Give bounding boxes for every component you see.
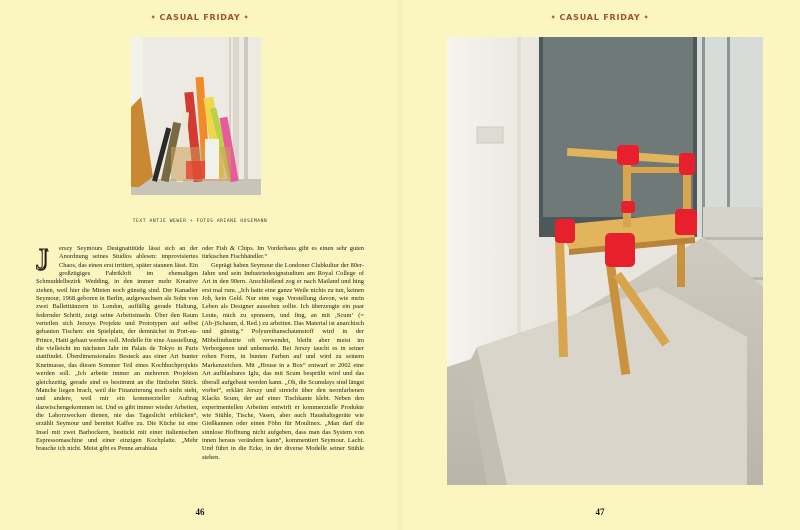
paragraph: erszy Seymours Designattitüde lässt sich an der Anordnung seines Studios ablesen: improvisiertes Chaos, das einen erst irritiert, später staunen lässt. Ein großzügiges Fabrikloft im ehemaligen Schmuddelbezirk Wedding, in den immer mehr Kreative ziehen, weil hier die Mieten noch günstig sind. Der Kanadier Seymour, 1968 geboren in Berlin, aufgewachsen als Sohn von zwei Balletttänzern in London, auffällig gerade Haltung, federnder Schritt, zeigt seine Arbeitsinseln. Über den Raum verteilen sich Jerszys Projekte und Prototypen auf selbst gebauten Tischen: ein Spielplatz, der demnächst in Port-au-Prince, Haiti gebaut werden soll. Modelle für eine Ausstellung, die vielleicht im nächsten Jahr im Palais de Tokyo in Paris stattfindet. Überdimensionales Besteck aus einer Art bunter Knetmasse, das diesen Sommer Teil eines Kochbuchprojekts werden soll. „Ich arbeite immer an mehreren Projekten gleichzeitig, gerade sind es bestimmt an die fünfzehn Stück. Manche liegen brach, weil die Finanzierung noch nicht steht, und andere, weil mir ein kommerzieller Auftrag dazwischengekommen ist. Und es gibt immer wieder Arbeiten, die Laborzwecken dienen, nie das Tageslicht erblicken“, erzählt Seymour und bereitet Kaffee zu. Die Küche ist eine Insel mit zwei Barhockern, bestückt mit einer italienischen Espressomaschine und einer einzigen Kochplatte. „Mehr brauche ich nicht. Meist gibt es Penne arrabiata (36, 245, 198, 453)
studio-photo (131, 37, 261, 195)
drop-cap: J (36, 241, 49, 276)
paragraph: oder Fish & Chips. Im Vorderhaus gibt es einen sehr guten türkischen Fischhändler.“ (202, 245, 364, 261)
article-column-2 (202, 245, 364, 462)
chair-photo (447, 37, 763, 485)
page-number-left: 46 (195, 507, 205, 517)
paragraph: Geprägt haben Seymour die Londoner Clubkultur der 80er-Jahre und sein Industriedesignstudium am Royal College of Art in den 90ern. Anschließend zog er nach Mailand und hing erst mal rum. „Ich hatte eine ganze Weile nichts zu tun, keinen Job, kein Geld. Nur eine vage Vorstellung davon, wie mein Leben als Designer aussehen sollte. Ich überzeugte ein paar Leute, mich zu sponsern, und fing, an mit ‚Scum‘ (= (Ab-)Schaum, d. Red.) zu arbeiten. Das Material ist anarchisch und günstig.“ Polyurethanschaumstoff wird in der Möbelindustrie oft verwendet, bleibt aber meist im Verborgenen und unbemerkt. Bei Jerszy taucht es in seiner rohen Form, in bunten Farben auf und wird zu seinem Markenzeichen. Mit „House in a Box“ entwarf er 2002 eine Art aufblasbares Iglu, das mit Scum besprüht wird und das überall aufgebaut werden kann. „Oh, die Scumdays sind längst vorbei“, erklärt Jerszy und streicht über den neonfarbenen Klacks Scum, der auf einer Tischkante klebt. Neben den experimentellen Arbeiten entwirft er kommerzielle Produkte wie Stühle, Tische, Vasen, aber auch Haushaltsgeräte wie Gießkannen oder einen Föhn für Moulinex. „Man darf die sinnlose Hoffnung nicht aufgeben, dass man das System von innen heraus verändern kann“, kommentiert Seymour. Lacht. Und führt in die Ecke, in der diverse Modelle seiner Stühle stehen. (202, 261, 364, 461)
running-header-left: • CASUAL FRIDAY • (150, 13, 250, 22)
right-page (400, 0, 800, 530)
photo-credit: TEXT ANTJE WEWER + FOTOS ARIANE HOSEMANN (132, 219, 268, 224)
page-number-right: 47 (595, 507, 605, 517)
article-column-1 (36, 241, 198, 454)
running-header-right: • CASUAL FRIDAY • (550, 13, 650, 22)
